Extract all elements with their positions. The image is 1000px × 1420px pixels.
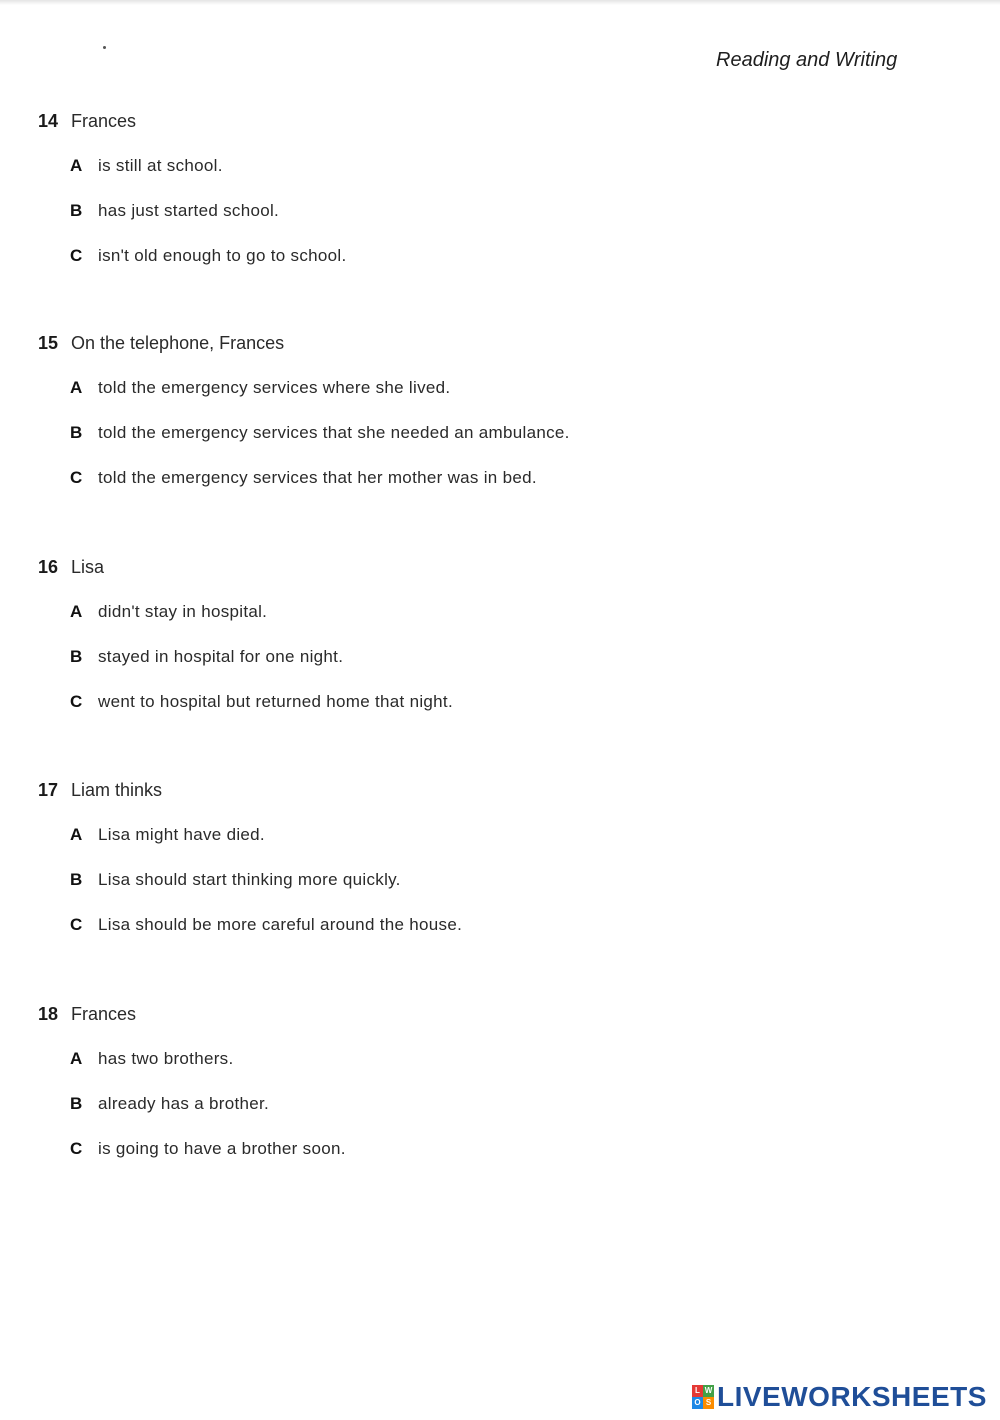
option-c[interactable] xyxy=(70,243,938,269)
option-letter: A xyxy=(70,1049,83,1068)
option-text: Lisa might have died. xyxy=(98,825,265,844)
question-16 xyxy=(38,554,938,715)
question-text: Liam thinks xyxy=(71,779,163,800)
question-text: On the telephone, Frances xyxy=(71,332,285,353)
question-stem xyxy=(38,330,938,356)
option-text: didn't stay in hospital. xyxy=(98,602,268,621)
question-17 xyxy=(38,777,938,938)
option-letter: A xyxy=(70,378,83,397)
logo-mark-cell: W xyxy=(704,1386,713,1395)
option-text: isn't old enough to go to school. xyxy=(98,246,347,265)
option-letter: B xyxy=(70,647,83,666)
option-text: told the emergency services that her mother was in bed. xyxy=(98,468,537,487)
option-b[interactable] xyxy=(70,420,938,446)
option-letter: C xyxy=(70,1139,83,1158)
question-number: 15 xyxy=(38,332,59,353)
option-a[interactable] xyxy=(70,153,938,179)
option-text: stayed in hospital for one night. xyxy=(98,647,344,666)
option-text: Lisa should be more careful around the house. xyxy=(98,915,463,934)
question-18 xyxy=(38,1001,938,1162)
liveworksheets-logo xyxy=(692,1380,987,1414)
page-top-edge xyxy=(0,0,1000,5)
option-text: already has a brother. xyxy=(98,1094,270,1113)
question-15 xyxy=(38,330,938,491)
question-number: 18 xyxy=(38,1003,59,1024)
question-stem xyxy=(38,554,938,580)
option-b[interactable] xyxy=(70,867,938,893)
question-text: Lisa xyxy=(71,556,105,577)
option-a[interactable] xyxy=(70,822,938,848)
question-stem xyxy=(38,777,938,803)
question-text: Frances xyxy=(71,110,137,131)
logo-mark-cell: S xyxy=(703,1397,714,1409)
option-c[interactable] xyxy=(70,465,938,491)
option-c[interactable] xyxy=(70,1136,938,1162)
option-text: has just started school. xyxy=(98,201,280,220)
option-a[interactable] xyxy=(70,1046,938,1072)
option-letter: A xyxy=(70,602,83,621)
option-letter: B xyxy=(70,423,83,442)
option-letter: A xyxy=(70,825,83,844)
question-text: Frances xyxy=(71,1003,137,1024)
question-stem xyxy=(38,1001,938,1027)
logo-text: LIVEWORKSHEETS xyxy=(717,1381,987,1412)
option-b[interactable] xyxy=(70,1091,938,1117)
option-c[interactable] xyxy=(70,912,938,938)
option-text: went to hospital but returned home that night. xyxy=(98,692,453,711)
logo-mark-cell: L xyxy=(692,1385,703,1397)
liveworksheets-logo-icon xyxy=(692,1385,714,1409)
question-14 xyxy=(38,108,938,269)
question-number: 14 xyxy=(38,110,59,131)
option-c[interactable] xyxy=(70,689,938,715)
option-text: Lisa should start thinking more quickly. xyxy=(98,870,401,889)
question-stem xyxy=(38,108,938,134)
option-letter: A xyxy=(70,156,83,175)
option-text: told the emergency services that she needed an ambulance. xyxy=(98,423,570,442)
option-letter: B xyxy=(70,1094,83,1113)
option-letter: C xyxy=(70,692,83,711)
option-letter: C xyxy=(70,468,83,487)
question-number: 16 xyxy=(38,556,59,577)
option-a[interactable] xyxy=(70,375,938,401)
option-letter: C xyxy=(70,246,83,265)
option-letter: B xyxy=(70,201,83,220)
option-text: told the emergency services where she lived. xyxy=(98,378,451,397)
option-letter: C xyxy=(70,915,83,934)
option-text: has two brothers. xyxy=(98,1049,234,1068)
option-a[interactable] xyxy=(70,599,938,625)
stray-mark xyxy=(103,46,106,49)
option-text: is going to have a brother soon. xyxy=(98,1139,346,1158)
page-header-title: Reading and Writing xyxy=(716,49,898,71)
option-letter: B xyxy=(70,870,83,889)
option-b[interactable] xyxy=(70,644,938,670)
option-text: is still at school. xyxy=(98,156,223,175)
logo-mark-cell: O xyxy=(692,1397,703,1409)
option-b[interactable] xyxy=(70,198,938,224)
question-number: 17 xyxy=(38,779,59,800)
